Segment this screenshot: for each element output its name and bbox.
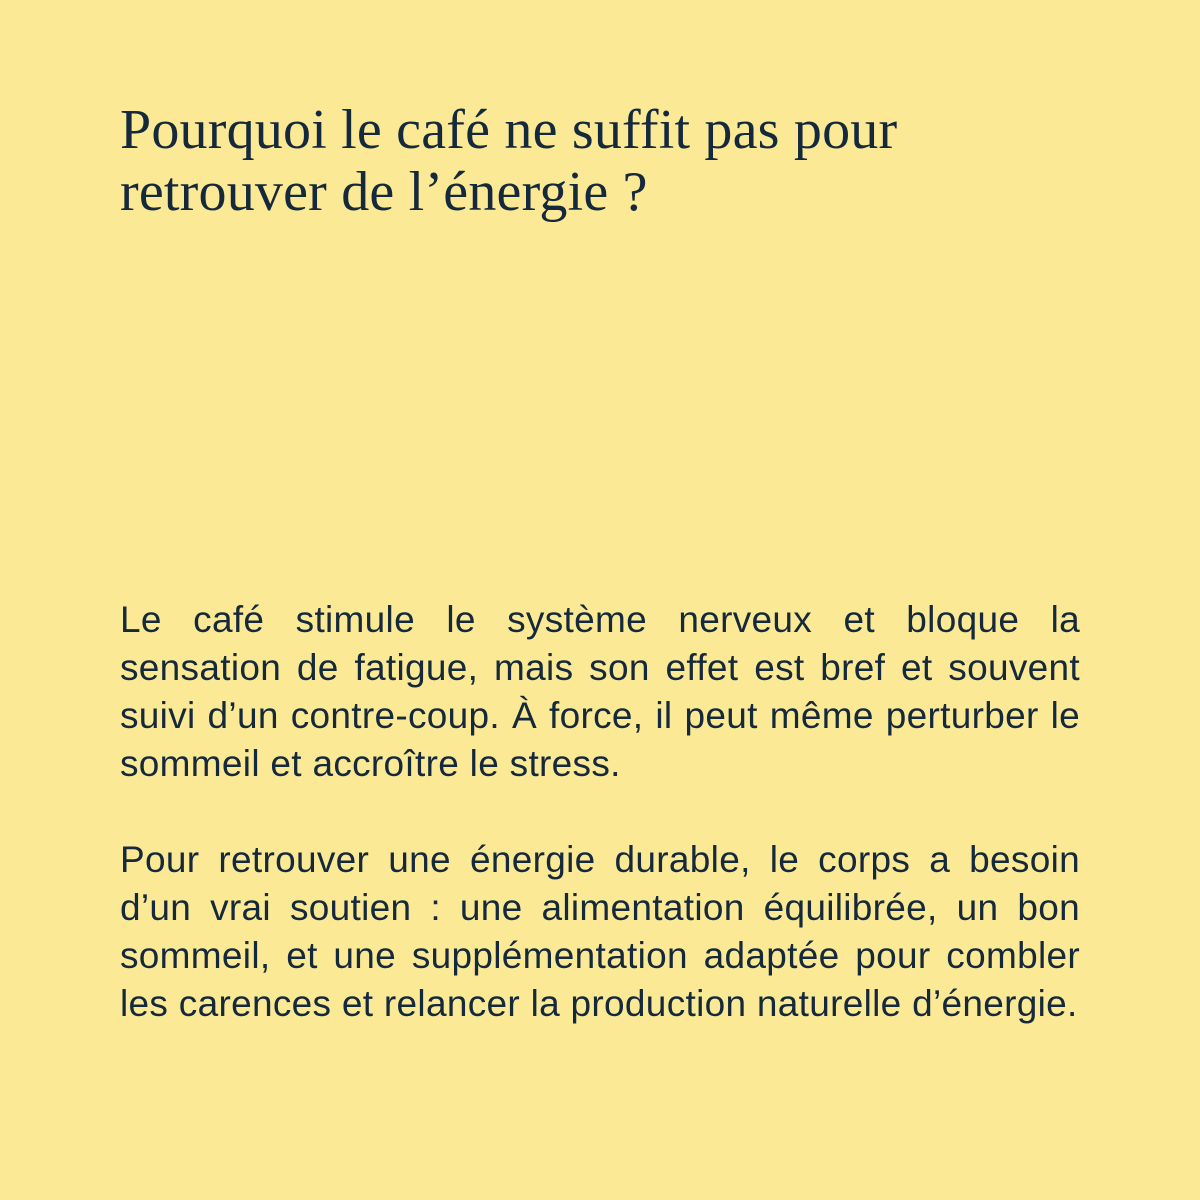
paragraph-coffee-effect: Le café stimule le système nerveux et bloque la sensation de fatigue, mais son effet est bref et souvent suivi d’un contre-coup. À force, il peut même perturber le sommeil et accroître le stress. — [120, 599, 1080, 784]
body-text — [120, 596, 1080, 1028]
paragraph-durable-energy: Pour retrouver une énergie durable, le corps a besoin d’un vrai soutien : une alimentation équilibrée, un bon sommeil, et une supplémentation adaptée pour combler les carences et relancer la production naturelle d’énergie. — [120, 839, 1080, 1024]
page-title: Pourquoi le café ne suffit pas pour retrouver de l’énergie ? — [120, 99, 898, 223]
